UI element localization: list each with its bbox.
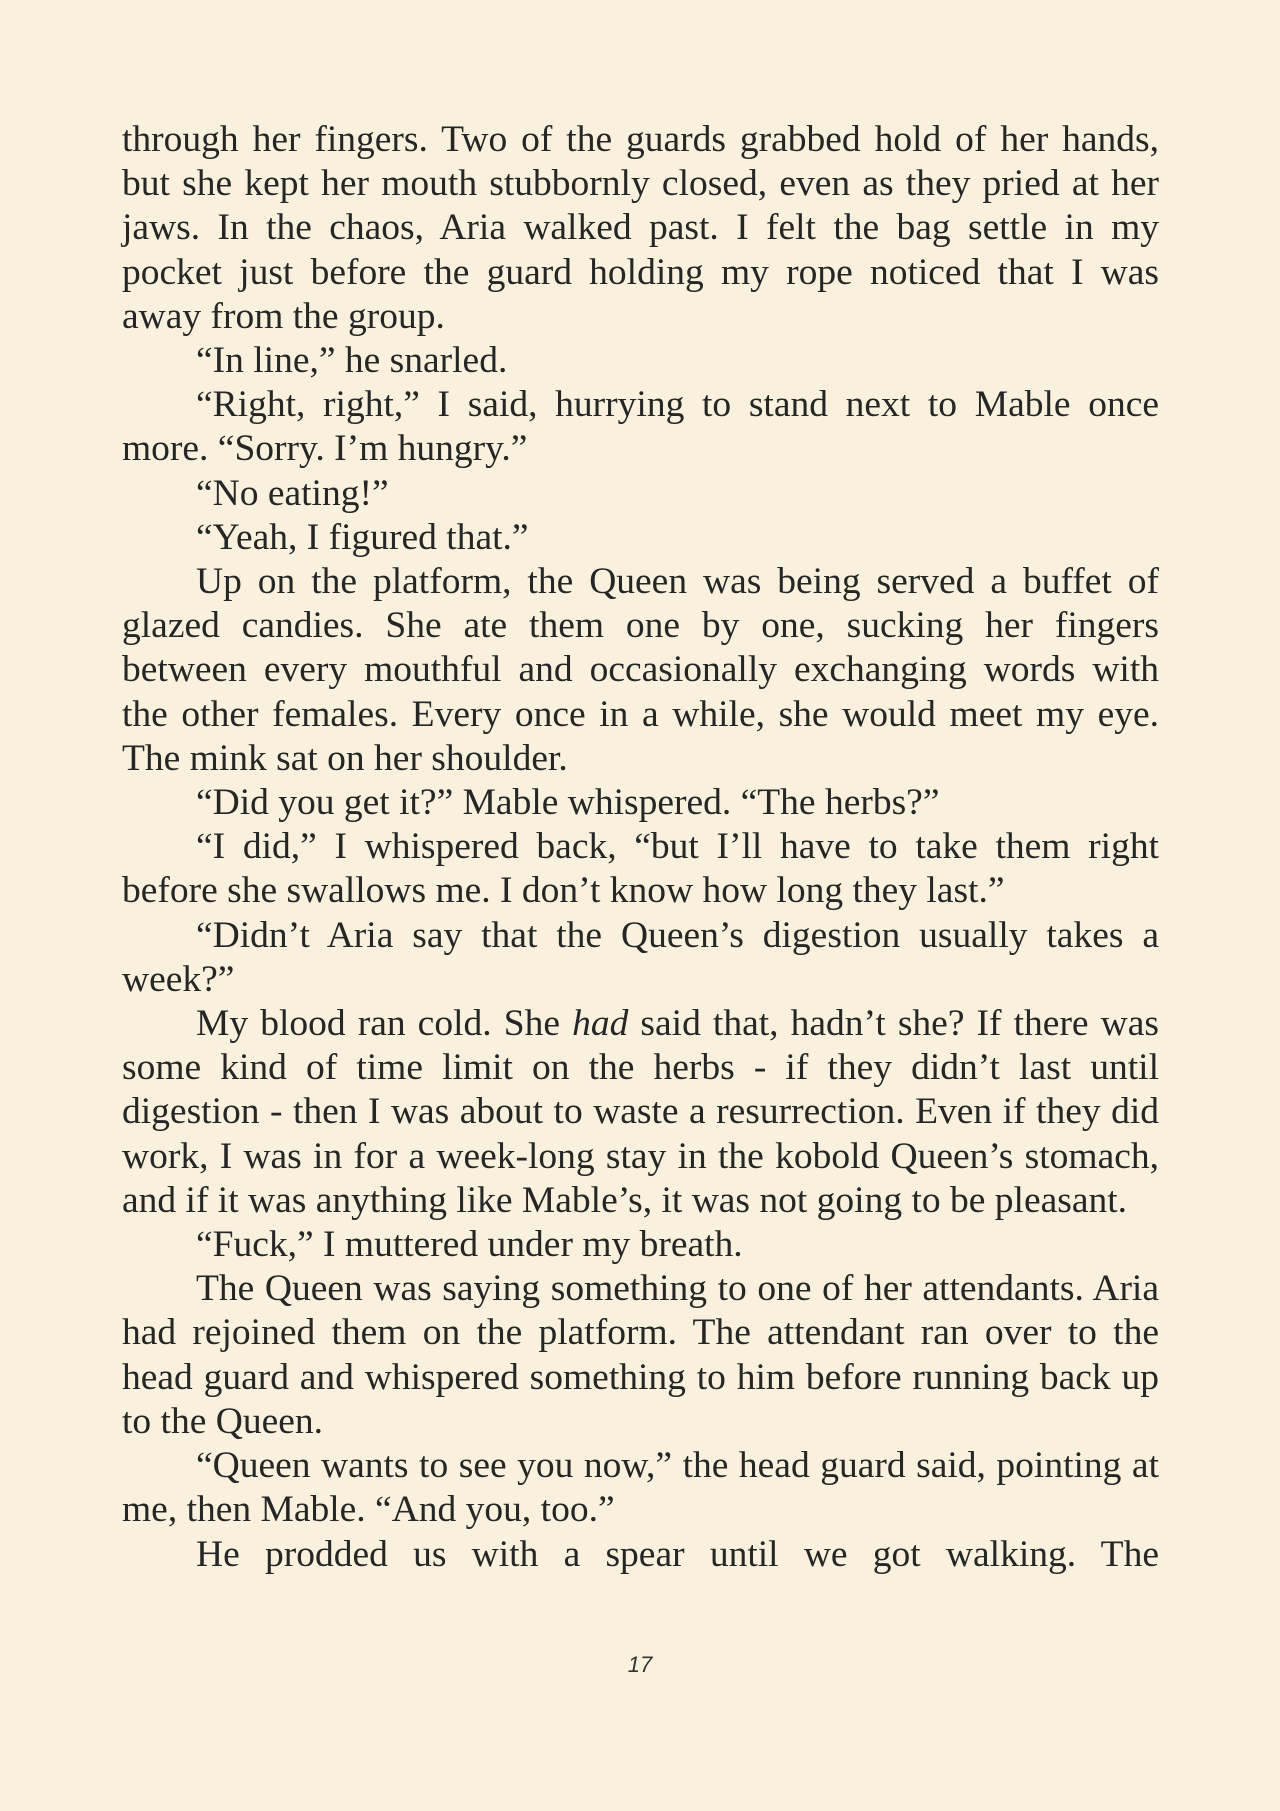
paragraph: Up on the platform, the Queen was being served a buffet of glazed candies. She ate them one by one, sucking her fingers between every mouthful and occasionally exchanging words with the other females. Every once in a while, she would meet my eye. The mink sat on her shoulder. [122, 561, 1159, 779]
page-body [122, 118, 1159, 1577]
paragraph-text: My blood ran cold. She [196, 1003, 573, 1045]
paragraph: “I did,” I whispered back, “but I’ll have to take them right before she swallows me. I don’t know how long they last.” [122, 826, 1159, 912]
paragraph-text: said that, hadn’t she? If there was some kind of time limit on the herbs - if they didn’t last until digestion - then I was about to waste a resurrection. Even if they did work, I was in for a week-long stay in the kobold Queen’s stomach, and if it was anything like Mable’s, it was not going to be pleasant. [122, 1003, 1159, 1221]
paragraph: “Yeah, I figured that.” [196, 516, 529, 558]
page-number: 17 [627, 1652, 653, 1677]
paragraph: “Right, right,” I said, hurrying to stand next to Mable once more. “Sorry. I’m hungry.” [122, 384, 1159, 470]
paragraph [122, 1002, 1159, 1223]
paragraph: through her fingers. Two of the guards grabbed hold of her hands, but she kept her mouth stubbornly closed, even as they pried at her jaws. In the chaos, Aria walked past. I felt the bag settle in my pocket just before the guard holding my rope noticed that I was away from the group. [122, 119, 1159, 337]
paragraph: “Didn’t Aria say that the Queen’s digestion usually takes a week?” [122, 914, 1159, 1000]
paragraph: The Queen was saying something to one of her attendants. Aria had rejoined them on the platform. The attendant ran over to the head guard and whispered something to him before running back up to the Queen. [122, 1268, 1159, 1442]
paragraph: “Queen wants to see you now,” the head guard said, pointing at me, then Mable. “And you, too.” [122, 1445, 1159, 1531]
paragraph: “In line,” he snarled. [196, 340, 508, 382]
paragraph: He prodded us with a spear until we got walking. The [196, 1533, 1159, 1575]
paragraph: “Did you get it?” Mable whispered. “The herbs?” [196, 782, 940, 824]
paragraph: “No eating!” [196, 472, 389, 514]
paragraph: “Fuck,” I muttered under my breath. [196, 1224, 743, 1266]
emphasized-word: had [572, 1003, 629, 1045]
